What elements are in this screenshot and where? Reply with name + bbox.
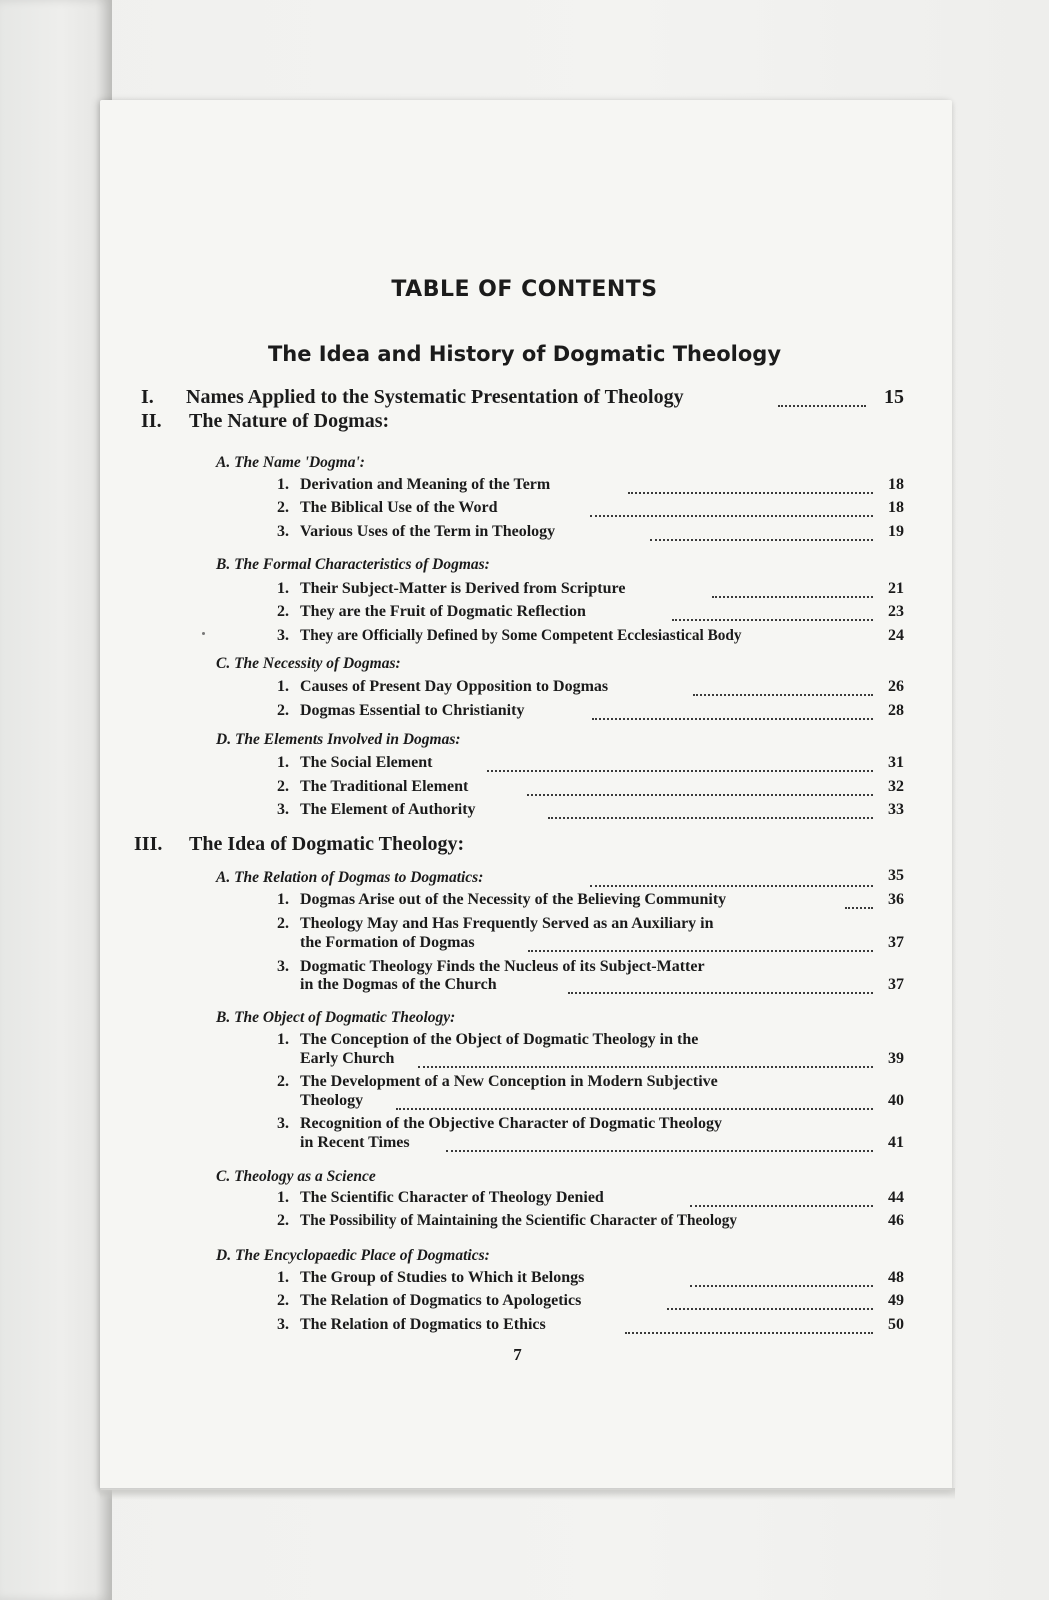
- entry-title: The Biblical Use of the Word: [300, 499, 498, 516]
- section-title: B. The Object of Dogmatic Theology:: [216, 1009, 456, 1026]
- ink-speck: [202, 632, 205, 635]
- entry-page: 23: [888, 603, 904, 620]
- entry-title: in the Dogmas of the Church: [300, 976, 497, 993]
- entry-page: 49: [888, 1292, 904, 1309]
- dot-leader: [568, 992, 873, 994]
- section-title: A. The Name 'Dogma':: [216, 454, 365, 471]
- entry-number: 1.: [277, 1031, 289, 1048]
- entry-title: Names Applied to the Systematic Presentation of Theology: [186, 386, 684, 408]
- entry-page: 37: [888, 934, 904, 951]
- entry-page: 18: [888, 499, 904, 516]
- entry-number: 1.: [277, 754, 289, 771]
- entry-number: 3.: [277, 523, 289, 540]
- entry-number: 1.: [277, 1189, 289, 1206]
- section-title: C. Theology as a Science: [216, 1168, 376, 1185]
- entry-page: 31: [888, 754, 904, 771]
- dot-leader: [667, 1308, 873, 1310]
- entry-title: The Traditional Element: [300, 778, 469, 795]
- entry-number: 3.: [277, 1115, 289, 1132]
- dot-leader: [548, 817, 873, 819]
- entry-number: 2.: [277, 603, 289, 620]
- dot-leader: [592, 718, 873, 720]
- dot-leader: [690, 1285, 873, 1287]
- entry-page: 46: [888, 1212, 904, 1229]
- section-title: C. The Necessity of Dogmas:: [216, 655, 401, 672]
- dot-leader: [396, 1108, 873, 1110]
- entry-page: 36: [888, 891, 904, 908]
- toc-heading: TABLE OF CONTENTS: [391, 277, 658, 302]
- part-title: The Idea and History of Dogmatic Theology: [267, 342, 782, 366]
- dot-leader: [693, 694, 873, 696]
- entry-number: II.: [141, 410, 162, 432]
- entry-number: 1.: [277, 891, 289, 908]
- entry-number: III.: [134, 833, 163, 855]
- entry-number: 2.: [277, 1292, 289, 1309]
- entry-page: 19: [888, 523, 904, 540]
- entry-title: They are the Fruit of Dogmatic Reflection: [300, 603, 586, 620]
- entry-title: Various Uses of the Term in Theology: [300, 523, 556, 540]
- entry-page: 48: [888, 1269, 904, 1286]
- entry-title: The Social Element: [300, 754, 433, 771]
- entry-page: 37: [888, 976, 904, 993]
- entry-page: 50: [888, 1316, 904, 1333]
- dot-leader: [712, 596, 873, 598]
- dot-leader: [487, 770, 873, 772]
- dot-leader: [527, 794, 873, 796]
- section-title: D. The Elements Involved in Dogmas:: [216, 731, 461, 748]
- entry-title: Dogmas Arise out of the Necessity of the Believing Community: [300, 891, 727, 908]
- entry-page: 18: [888, 476, 904, 493]
- entry-title: The Idea of Dogmatic Theology:: [189, 833, 465, 855]
- entry-title: The Possibility of Maintaining the Scientific Character of Theology: [300, 1212, 738, 1229]
- page-number: 7: [513, 1345, 522, 1364]
- entry-number: 3.: [277, 958, 289, 975]
- entry-title: Theology May and Has Frequently Served as an Auxiliary in: [300, 915, 714, 932]
- entry-page: 35: [888, 867, 904, 884]
- entry-page: 44: [888, 1189, 904, 1206]
- entry-title: Recognition of the Objective Character of Dogmatic Theology: [300, 1115, 722, 1132]
- entry-page: 39: [888, 1050, 904, 1067]
- dot-leader: [590, 885, 873, 887]
- section-title: D. The Encyclopaedic Place of Dogmatics:: [216, 1247, 490, 1264]
- entry-title: The Element of Authority: [300, 801, 476, 818]
- entry-number: 3.: [277, 1316, 289, 1333]
- entry-page: 33: [888, 801, 904, 818]
- entry-page: 41: [888, 1134, 904, 1151]
- entry-title: Their Subject-Matter is Derived from Scripture: [300, 580, 626, 597]
- dot-leader: [528, 950, 873, 952]
- entry-number: 2.: [277, 1212, 289, 1229]
- entry-title: The Scientific Character of Theology Denied: [300, 1189, 604, 1206]
- dot-leader: [418, 1066, 873, 1068]
- entry-number: 2.: [277, 1073, 289, 1090]
- entry-title: Derivation and Meaning of the Term: [300, 476, 551, 493]
- entry-number: 2.: [277, 702, 289, 719]
- dot-leader: [625, 1332, 873, 1334]
- dot-leader: [690, 1205, 873, 1207]
- entry-title: in Recent Times: [300, 1134, 410, 1151]
- entry-number: I.: [141, 386, 154, 408]
- dot-leader: [845, 907, 873, 909]
- dot-leader: [590, 515, 873, 517]
- entry-number: 3.: [277, 627, 289, 644]
- dot-leader: [672, 619, 873, 621]
- entry-number: 2.: [277, 499, 289, 516]
- entry-page: 26: [888, 678, 904, 695]
- entry-title: They are Officially Defined by Some Competent Ecclesiastical Body: [300, 627, 742, 644]
- dot-leader: [446, 1150, 873, 1152]
- entry-number: 1.: [277, 476, 289, 493]
- entry-page: 40: [888, 1092, 904, 1109]
- entry-number: 1.: [277, 678, 289, 695]
- dot-leader: [628, 492, 873, 494]
- entry-title: The Relation of Dogmatics to Ethics: [300, 1316, 546, 1333]
- entry-number: 2.: [277, 778, 289, 795]
- section-title: A. The Relation of Dogmas to Dogmatics:: [216, 869, 484, 886]
- entry-title: Dogmatic Theology Finds the Nucleus of its Subject-Matter: [300, 958, 705, 975]
- section-title: B. The Formal Characteristics of Dogmas:: [216, 556, 490, 573]
- entry-number: 2.: [277, 915, 289, 932]
- dot-leader: [650, 539, 873, 541]
- entry-title: The Relation of Dogmatics to Apologetics: [300, 1292, 582, 1309]
- entry-title: Theology: [300, 1092, 364, 1109]
- entry-title: The Development of a New Conception in Modern Subjective: [300, 1073, 718, 1090]
- entry-title: Causes of Present Day Opposition to Dogmas: [300, 678, 609, 695]
- dot-leader: [778, 405, 866, 407]
- entry-title: The Conception of the Object of Dogmatic Theology in the: [300, 1031, 699, 1048]
- entry-title: Dogmas Essential to Christianity: [300, 702, 525, 719]
- entry-title: The Nature of Dogmas:: [189, 410, 390, 432]
- entry-number: 3.: [277, 801, 289, 818]
- entry-title: The Group of Studies to Which it Belongs: [300, 1269, 585, 1286]
- entry-page: 21: [888, 580, 904, 597]
- entry-title: the Formation of Dogmas: [300, 934, 475, 951]
- entry-number: 1.: [277, 1269, 289, 1286]
- entry-page: 24: [888, 627, 904, 644]
- entry-page: 32: [888, 778, 904, 795]
- entry-number: 1.: [277, 580, 289, 597]
- entry-page: 15: [884, 386, 904, 408]
- entry-page: 28: [888, 702, 904, 719]
- entry-title: Early Church: [300, 1050, 395, 1067]
